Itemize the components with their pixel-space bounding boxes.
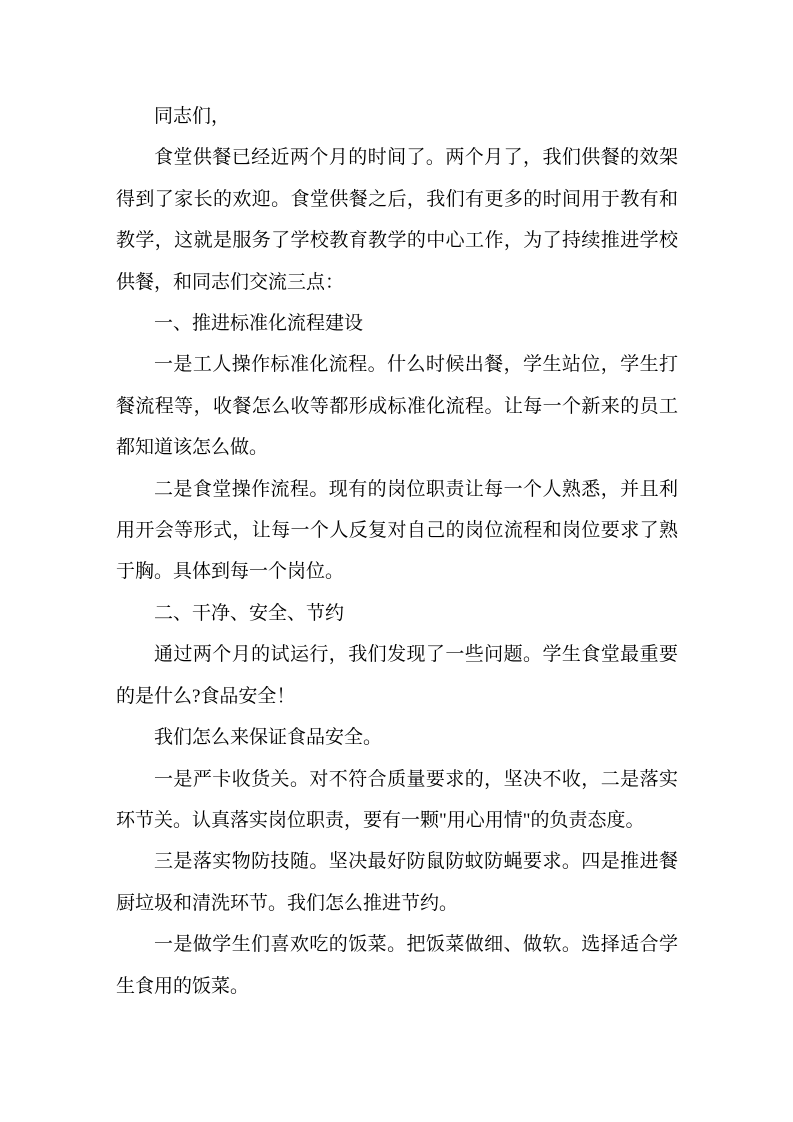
paragraph-salutation: 同志们， (154, 106, 231, 127)
paragraph-worker-standard-process: 一是工人操作标准化流程。什么时候出餐，学生站位，学生打餐流程等，收餐怎么收等都形成标准化流程。让每一个新来的员工都知道该怎么做。 (116, 354, 678, 459)
document-content (116, 96, 678, 1007)
heading-section-one: 一、推进标准化流程建设 (154, 313, 364, 335)
paragraph-trial-run-problems: 通过两个月的试运行，我们发现了一些问题。学生食堂最重要的是什么?食品安全！ (116, 644, 678, 707)
paragraph-food-safety-question: 我们怎么来保证食品安全。 (154, 727, 383, 749)
paragraph-receiving-and-responsibility: 一是严卡收货关。对不符合质量要求的，坚决不收，二是落实环节关。认真落实岗位职责，要有一颗"用心用情"的负责态度。 (116, 768, 678, 831)
paragraph-intro: 食堂供餐已经近两个月的时间了。两个月了，我们供餐的效架得到了家长的欢迎。食堂供餐之后，我们有更多的时间用于教有和教学，这就是服务了学校教育教学的中心工作，为了持续推进学校供餐，和同志们交流三点： (116, 147, 678, 293)
paragraph-pest-control-and-waste: 三是落实物防技随。坚决最好防鼠防蚊防蝇要求。四是推进餐厨垃圾和清洗环节。我们怎么推进节约。 (116, 851, 678, 914)
heading-section-two: 二、干净、安全、节约 (154, 602, 345, 624)
paragraph-student-meals: 一是做学生们喜欢吃的饭菜。把饭菜做细、做软。选择适合学生食用的饭菜。 (116, 934, 678, 997)
paragraph-canteen-operation-process: 二是食堂操作流程。现有的岗位职责让每一个人熟悉，并且利用开会等形式，让每一个人反复对自己的岗位流程和岗位要求了熟于胸。具体到每一个岗位。 (116, 478, 678, 583)
